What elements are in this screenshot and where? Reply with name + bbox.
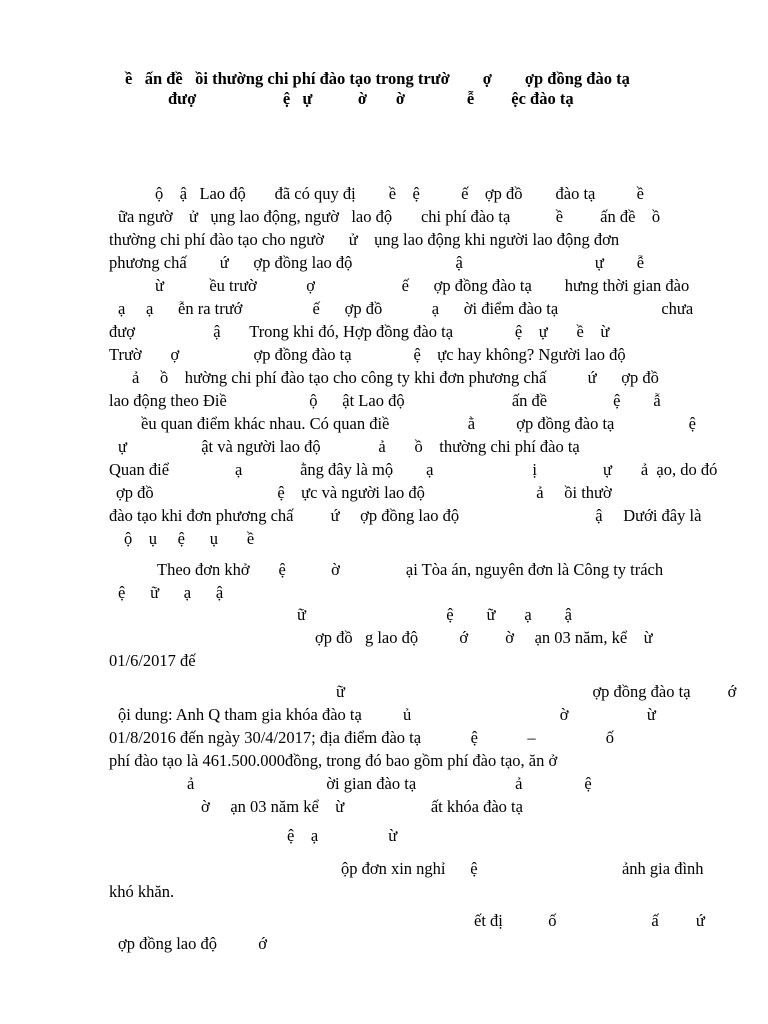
paragraph-7-line-2: ợp đồng lao độ ớ: [118, 934, 267, 953]
paragraph-3-line-1: ữ ệ ữ ạ ậ: [297, 605, 572, 624]
paragraph-1-line-10: lao động theo Điề ộ ật Lao độ ấn đề ệ ẫ: [109, 391, 661, 410]
paragraph-1-line-5: ừ ều trườ ợ ế ợp đồng đào tạ hưng thời gian đào: [155, 276, 690, 295]
paragraph-1-line-7: đượ ậ Trong khi đó, Hợp đồng đào tạ ệ ự ề ừ: [109, 322, 610, 341]
paragraph-4-line-3: 01/8/2016 đến ngày 30/4/2017; địa điểm đào tạ ệ – ố: [109, 728, 615, 747]
paragraph-1-line-9: ả ồ hường chi phí đào tạo cho công ty khi đơn phương chấ ứ ợp đồ: [132, 368, 659, 387]
paragraph-3-line-2: ợp đồ g lao độ ớ ờ ạn 03 năm, kể ừ: [315, 628, 653, 647]
paragraph-1-line-6: ạ ạ ễn ra trướ ế ợp đồ ạ ời điểm đào tạ chưa: [118, 299, 694, 318]
paragraph-2-line-2: ệ ữ ạ ậ: [118, 583, 224, 602]
title-line-2: đượ ệ ự ờ ờ ễ ệc đào tạ: [168, 89, 574, 108]
paragraph-6-line-2: khó khăn.: [109, 882, 175, 901]
paragraph-1-line-14: ợp đồ ệ ực và người lao độ ả ồi thườ: [116, 483, 612, 502]
paragraph-2-line-1: Theo đơn khở ệ ờ ại Tòa án, nguyên đơn là Công ty trách: [157, 560, 664, 579]
paragraph-1-line-16: ộ ụ ệ ụ ề: [124, 529, 255, 548]
paragraph-4-line-4: phí đào tạo là 461.500.000đồng, trong đó bao gồm phí đào tạo, ăn ở: [109, 751, 558, 770]
paragraph-1-line-13: Quan điể ạ ằng đây là mộ ạ ị ự ả ạo, do đó: [109, 460, 718, 479]
paragraph-3-line-3: 01/6/2017 đế: [109, 651, 196, 670]
paragraph-7-line-1: ết đị ố ấ ứ: [474, 911, 705, 930]
paragraph-1-line-12: ự ật và người lao độ ả ồ thường chi phí đào tạ: [118, 437, 580, 456]
paragraph-4-line-2: ội dung: Anh Q tham gia khóa đào tạ ủ ờ ừ: [118, 705, 656, 724]
paragraph-1-line-11: ều quan điểm khác nhau. Có quan điề ằ ợp đồng đào tạ ệ: [141, 414, 696, 433]
paragraph-6-line-1: ộp đơn xin nghỉ ệ ảnh gia đình: [341, 859, 704, 878]
paragraph-1-line-8: Trườ ợ ợp đồng đào tạ ệ ực hay không? Người lao độ: [109, 345, 626, 364]
paragraph-1-line-1: ộ ậ Lao độ đã có quy đị ề ệ ế ợp đồ đào tạ ề: [155, 184, 644, 203]
paragraph-4-line-6: ờ ạn 03 năm kể ừ ất khóa đào tạ: [201, 797, 523, 816]
paragraph-4-line-1: ữ ợp đồng đào tạ ớ: [336, 682, 737, 701]
paragraph-1-line-2: ữa ngườ ử ụng lao động, ngườ lao độ chi phí đào tạ ề ấn đề ồ: [118, 207, 661, 226]
paragraph-4-line-5: ả ời gian đào tạ ả ệ: [187, 774, 592, 793]
paragraph-1-line-15: đào tạo khi đơn phương chấ ứ ợp đồng lao độ ậ Dưới đây là: [109, 506, 702, 525]
title-line-1: ề ấn đề ồi thường chi phí đào tạo trong trườ ợ ợp đồng đào tạ: [125, 69, 630, 88]
paragraph-1-line-4: phương chấ ứ ợp đồng lao độ ậ ự ễ: [109, 253, 645, 272]
paragraph-1-line-3: thường chi phí đào tạo cho ngườ ử ụng lao động khi người lao động đơn: [109, 230, 620, 249]
paragraph-5-line-1: ệ ạ ừ: [287, 826, 398, 845]
